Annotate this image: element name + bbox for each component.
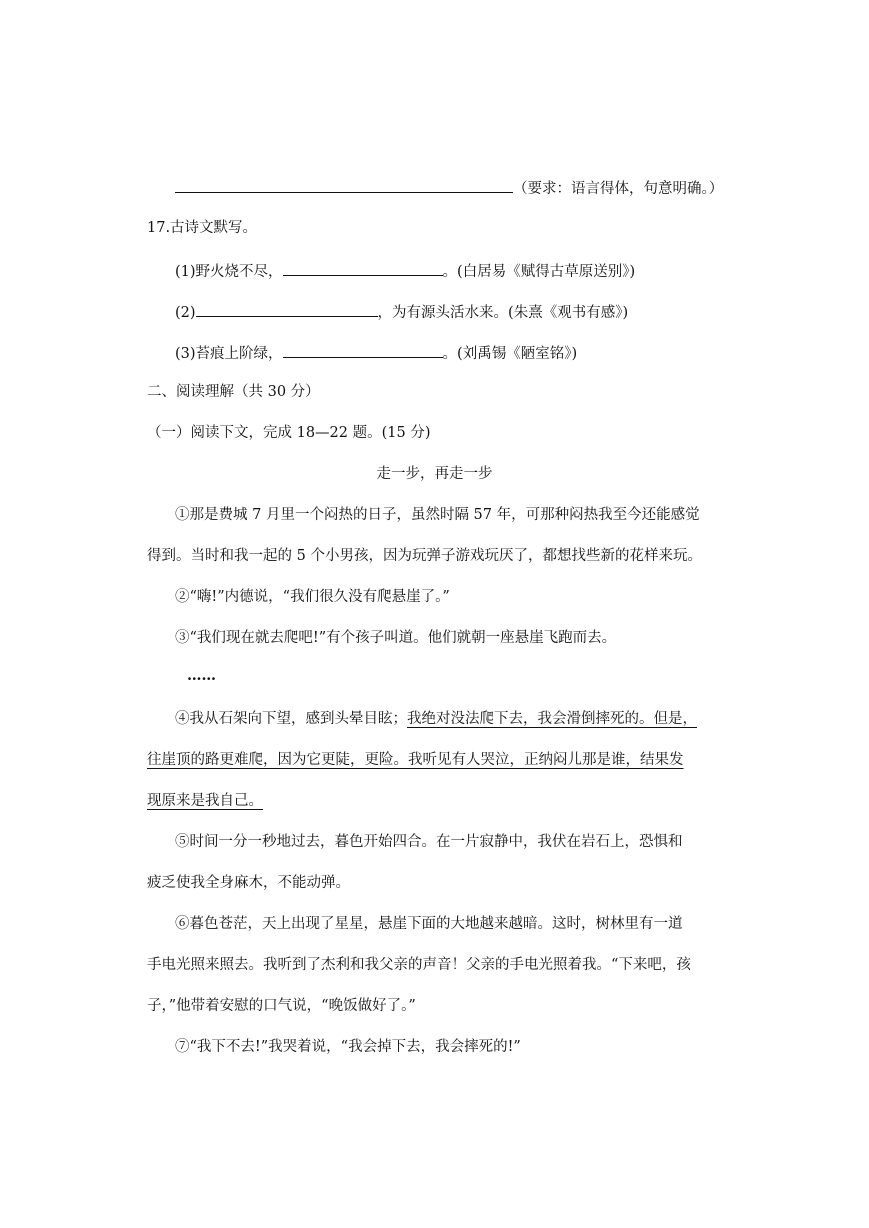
paragraph-2: ②“嗨!”内德说，“我们很久没有爬悬崖了。” (175, 589, 450, 605)
paragraph-6-line-2: 手电光照来照去。我听到了杰利和我父亲的声音！父亲的手电光照着我。“下来吧，孩 (147, 957, 691, 973)
q17-item-3-suffix: 。(刘禹锡《陋室铭》) (442, 346, 578, 362)
q17-item-1-suffix: 。(白居易《赋得古草原送别》) (442, 264, 636, 280)
paragraph-4-line-1 (175, 709, 697, 729)
paragraph-5-line-1: ⑤时间一分一秒地过去，暮色开始四合。在一片寂静中，我伏在岩石上，恐惧和 (175, 834, 683, 850)
paragraph-3: ③“我们现在就去爬吧!”有个孩子叫道。他们就朝一座悬崖飞跑而去。 (175, 630, 617, 646)
paragraph-4-underlined-1: 我绝对没法爬下去，我会滑倒摔死的。但是， (407, 711, 697, 727)
q17-item-3 (175, 341, 577, 361)
section2-heading: 二、阅读理解（共 30 分） (147, 384, 320, 400)
paragraph-6-line-1: ⑥暮色苍茫，天上出现了星星，悬崖下面的大地越来越暗。这时，树林里有一道 (175, 916, 683, 932)
paragraph-4-underlined-2: 往崖顶的路更难爬，因为它更陡，更险。我听见有人哭泣，正纳闷儿那是谁，结果发 (147, 752, 684, 768)
q17-item-1-blank[interactable] (283, 259, 443, 276)
q16-requirement: （要求：语言得体，句意明确。） (513, 181, 724, 197)
paragraph-4-line-2 (147, 750, 684, 770)
q17-item-3-prefix: (3)苔痕上阶绿， (175, 346, 283, 362)
paragraph-4-plain: ④我从石架向下望，感到头晕目眩； (175, 711, 407, 727)
q17-item-3-blank[interactable] (283, 341, 443, 358)
q17-item-2 (175, 300, 628, 320)
paragraph-5-line-2: 疲乏使我全身麻木，不能动弹。 (147, 875, 350, 891)
omission-ellipsis: …… (187, 667, 216, 684)
paragraph-6-line-3: 子，”他带着安慰的口气说，“晚饭做好了。” (147, 998, 416, 1014)
paragraph-4-underlined-3: 现原来是我自己。 (147, 793, 263, 809)
q17-item-2-prefix: (2) (175, 305, 196, 321)
q16-answer-blank[interactable] (175, 176, 513, 193)
article-title: 走一步，再走一步 (376, 466, 493, 482)
paragraph-1-line-1: ①那是费城 7 月里一个闷热的日子，虽然时隔 57 年，可那种闷热我至今还能感觉 (175, 507, 700, 523)
q16-answer-line (175, 176, 723, 196)
paragraph-1-line-2: 得到。当时和我一起的 5 个小男孩，因为玩弹子游戏玩厌了，都想找些新的花样来玩。 (147, 548, 702, 564)
q17-item-1 (175, 259, 635, 279)
paragraph-7: ⑦“我下不去!”我哭着说，“我会掉下去，我会摔死的!” (175, 1039, 521, 1055)
q17-item-1-prefix: (1)野火烧不尽， (175, 264, 283, 280)
paragraph-4-line-3 (147, 791, 263, 811)
q17-heading: 17.古诗文默写。 (147, 220, 258, 236)
section2-sub-heading: （一）阅读下文，完成 18—22 题。(15 分) (147, 425, 431, 441)
q17-item-2-suffix: ，为有源头活水来。(朱熹《观书有感》) (377, 305, 629, 321)
q17-item-2-blank[interactable] (196, 300, 378, 317)
